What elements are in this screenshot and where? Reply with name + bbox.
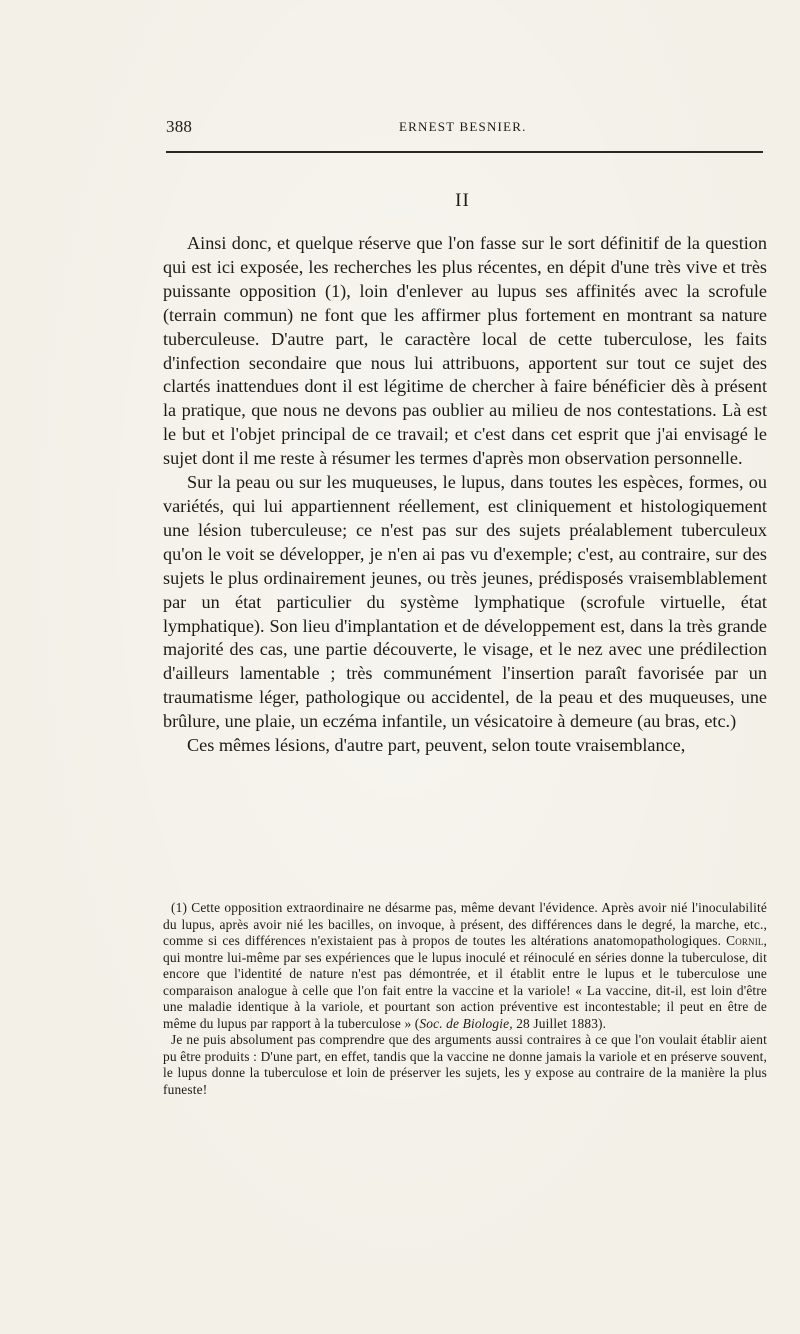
footnote-1-source: Soc. de Biologie, [419, 1015, 513, 1031]
page-number: 388 [166, 117, 193, 136]
paragraph-3: Ces mêmes lésions, d'autre part, peuvent, selon toute vraisemblance, [187, 735, 686, 756]
section-heading: II [455, 190, 470, 211]
paragraph-1: Ainsi donc, et quelque réserve que l'on fasse sur le sort définitif de la question qui est ici exposée, les recherches les plus récentes, en dépit d'une très vive et très puissante opposition (1), loin d'enlever au lupus ses affinités avec la scrofule (terrain commun) ne font que les affirmer plus fortement en montrant sa nature tuberculeuse. D'autre part, le caractère local de cette tuberculose, les faits d'infection secondaire que nous lui attribuons, apportent sur tout ce sujet des clartés inattendues dont il est légitime de chercher à faire bénéficier dès à présent la pratique, que nous ne devons pas oublier au milieu de nos contestations. Là est le but et l'objet principal de ce travail; et c'est dans cet esprit que j'ai envisagé le sujet dont il me reste à résumer les termes d'après mon observation personnelle. [163, 233, 767, 469]
footnote-1-part-b: qui montre lui-même par ses expériences que le lupus inoculé et réinoculé en séries donne la tuberculose, dit encore que l'identité de nature n'est pas démontrée, et il établit entre le lupus et le tuberculose une comparaison analogue à celle que l'on fait entre la vaccine et la variole! « La vaccine, dit-il, est loin d'être une maladie identique à la variole, et pourtant son action préventive est incontestable; il peut en être de même du lupus par rapport à la tuberculose » ( [163, 949, 767, 1031]
main-text [163, 232, 767, 758]
paragraph-2: Sur la peau ou sur les muqueuses, le lupus, dans toutes les espèces, formes, ou variétés, qui lui appartiennent réellement, est cliniquement et histologiquement une lésion tuberculeuse; ce n'est pas sur des sujets préalablement tuberculeux qu'on le voit se développer, je n'en ai pas vu d'exemple; c'est, au contraire, sur des sujets le plus ordinairement jeunes, ou très jeunes, prédisposés vraisemblablement par un état particulier du système lymphatique (scrofule virtuelle, état lymphatique). Son lieu d'implantation et de développement est, dans la très grande majorité des cas, une partie découverte, le visage, et le nez avec une prédilection d'ailleurs lamentable ; très communément l'insertion paraît favorisée par un traumatisme léger, pathologique ou accidentel, de la peau et des muqueuses, une brûlure, une plaie, un eczéma infantile, un vésicatoire à demeure (au bras, etc.) [163, 472, 767, 732]
footnote-1 [163, 900, 767, 1032]
running-head: ERNEST BESNIER. [399, 119, 527, 134]
page-header [166, 117, 764, 141]
header-rule [166, 151, 763, 153]
footnote-2: Je ne puis absolument pas comprendre que des arguments aussi contraires à ce que l'on voulait établir aient pu être produits : D'une part, en effet, tandis que la vaccine ne donne jamais la variole et en préserve souvent, le lupus donne la tuberculose et loin de préserver les sujets, les y expose au contraire de la manière la plus funeste! [163, 1032, 767, 1097]
footnote-1-part-c: 28 Juillet 1883). [516, 1015, 607, 1031]
footnote-1-author: Cornil, [726, 933, 767, 948]
footnotes [163, 900, 767, 1098]
footnote-1-part-a: (1) Cette opposition extraordinaire ne désarme pas, même devant l'évidence. Après avoir nié l'inoculabilité du lupus, après avoir nié les bacilles, on invoque, à présent, des différences dans le degré, la marche, etc., comme si ces différences n'existaient pas à propos de toutes les altérations anatomopathologiques. [163, 900, 767, 948]
